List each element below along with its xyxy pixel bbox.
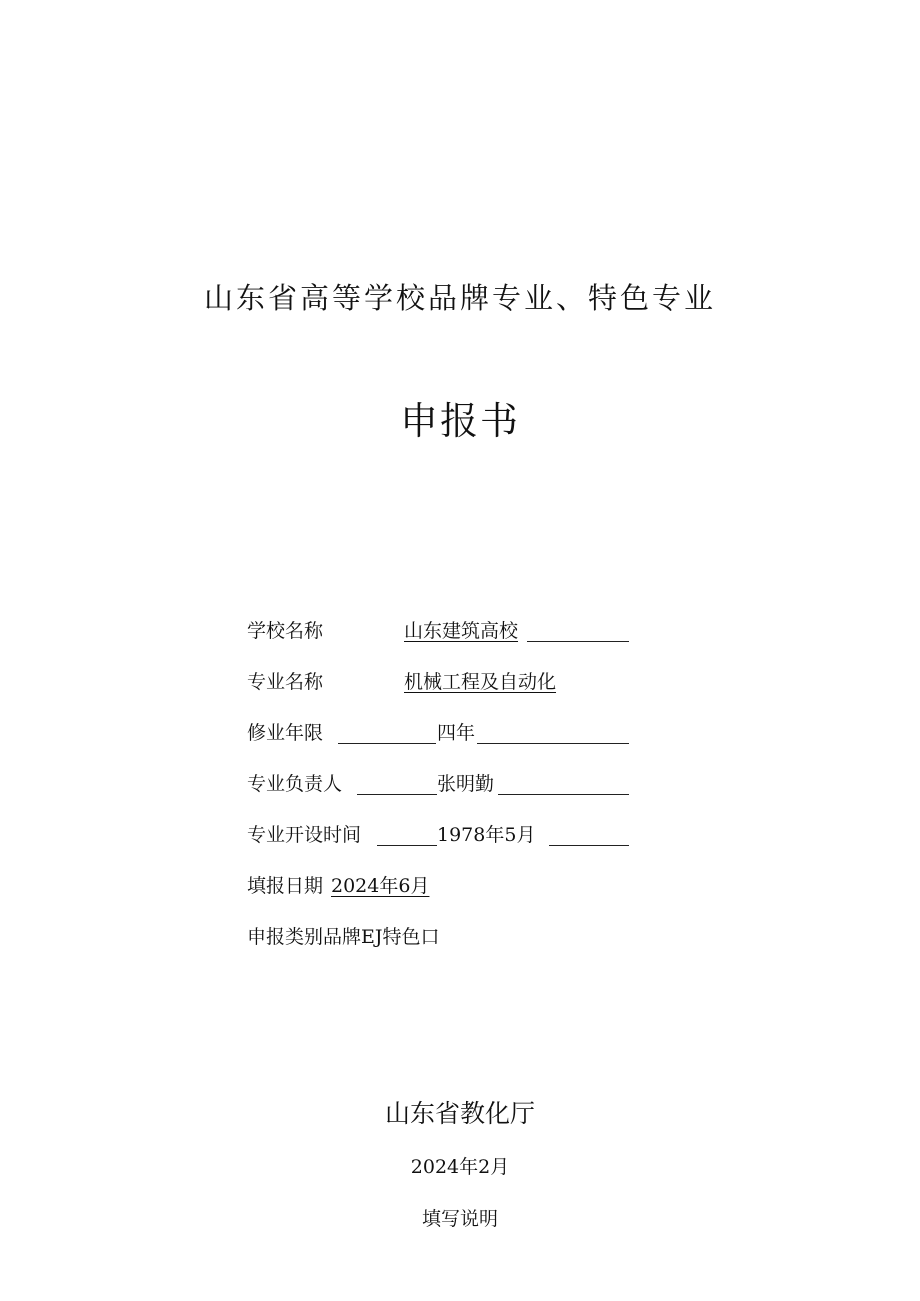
field-leader [247, 770, 629, 798]
field-major [247, 668, 629, 696]
field-duration-label: 修业年限 [247, 722, 324, 744]
field-category-text: 申报类别品牌EJ特色口 [247, 926, 440, 948]
field-established-blank-left [377, 845, 437, 846]
instructions-heading: 填写说明 [421, 1208, 498, 1230]
field-leader-blank-left [357, 794, 437, 795]
field-duration-value: 四年 [437, 722, 476, 744]
field-category [247, 923, 629, 951]
document-subtitle: 申报书 [399, 399, 520, 443]
field-fill-date-value: 2024年6月 [331, 875, 430, 897]
field-leader-blank-right [498, 794, 629, 795]
field-major-value: 机械工程及自动化 [404, 671, 557, 693]
field-established-label: 专业开设时间 [247, 824, 362, 846]
field-duration-blank-right [477, 743, 629, 744]
field-established [247, 821, 629, 849]
field-duration-blank-left [338, 743, 436, 744]
document-title: 山东省高等学校品牌专业、特色专业 [203, 281, 716, 315]
field-fill-date-label: 填报日期 [247, 875, 324, 897]
field-major-label: 专业名称 [247, 671, 324, 693]
field-school-label: 学校名称 [247, 620, 324, 642]
issue-date: 2024年2月 [410, 1156, 510, 1178]
field-fill-date [247, 872, 629, 900]
field-established-blank-right [549, 845, 629, 846]
field-leader-value: 张明勤 [437, 773, 495, 795]
field-duration [247, 719, 629, 747]
field-leader-label: 专业负责人 [247, 773, 343, 795]
field-school [247, 617, 629, 645]
field-school-blank [527, 641, 629, 642]
issuer: 山东省教化厅 [384, 1099, 535, 1128]
field-established-value: 1978年5月 [437, 824, 536, 846]
field-school-value: 山东建筑高校 [404, 620, 519, 642]
